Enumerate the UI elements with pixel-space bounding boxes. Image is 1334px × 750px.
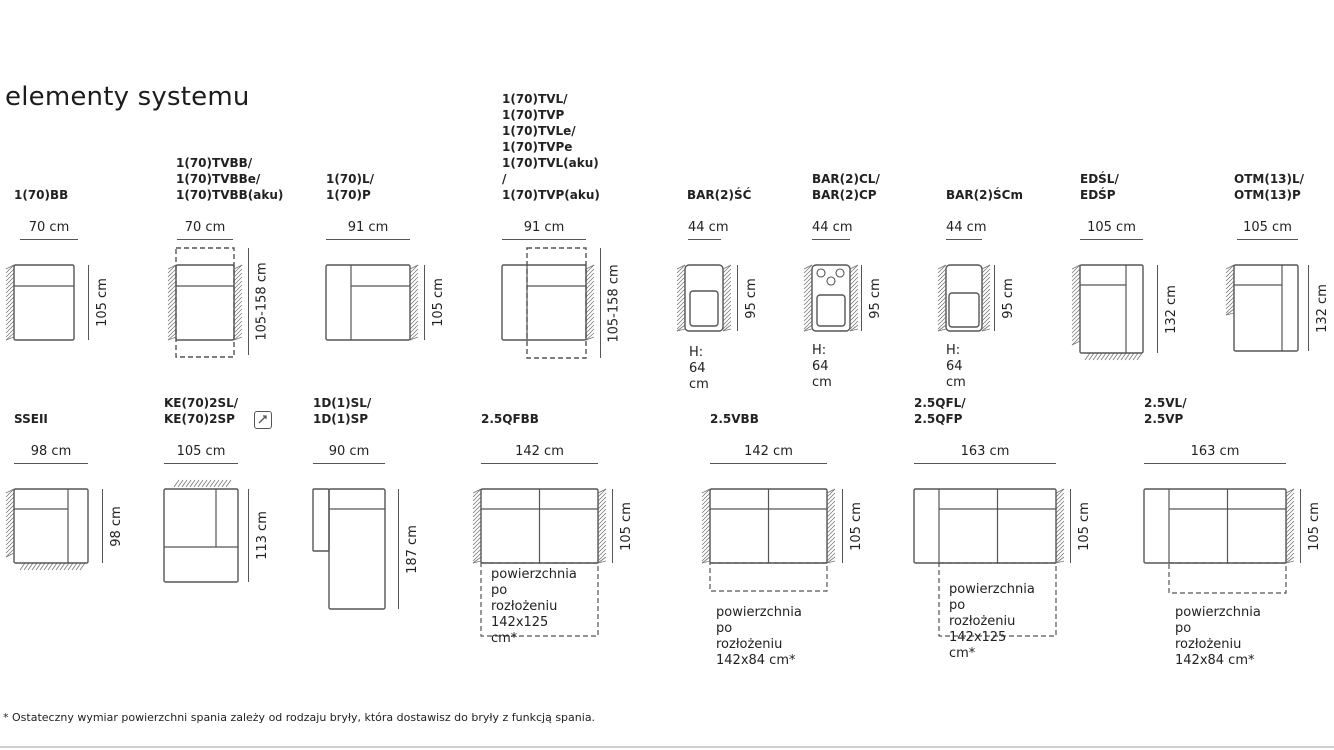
width-dimension: 105 cm: [1087, 220, 1136, 235]
width-dimension: 105 cm: [176, 444, 226, 459]
width-dimension-line: [710, 463, 827, 464]
floor-hatch: [1085, 353, 1142, 360]
wall-hatch: [410, 265, 418, 340]
height-dimension-text: 105-158 cm: [254, 262, 270, 341]
height-dimension-text: 95 cm: [1000, 277, 1016, 319]
bottom-divider: [0, 746, 1334, 748]
wall-hatch: [1072, 265, 1080, 345]
width-dimension-line: [1080, 239, 1143, 240]
height-dimension-text: 187 cm: [404, 524, 420, 574]
height-dimension-text: 95 cm: [743, 277, 759, 319]
height-dimension-text: 98 cm: [108, 505, 124, 547]
element-label: OTM(13)L/ OTM(13)P: [1234, 172, 1305, 202]
seat-outline: [14, 265, 74, 340]
bar-tray: [949, 293, 979, 327]
element-label: EDŚL/ EDŚP: [1080, 172, 1119, 202]
element-label: 2.5QFL/ 2.5QFP: [914, 396, 966, 426]
element-label: KE(70)2SL/ KE(70)2SP: [164, 396, 239, 426]
wall-hatch: [6, 265, 14, 340]
chaise-outline: [329, 489, 385, 609]
footnote: * Ostateczny wymiar powierzchni spania zależy od rodzaju bryły, która dostawisz do bryły z funkcją spania.: [3, 711, 596, 724]
wall-hatch: [598, 489, 606, 563]
width-dimension: 91 cm: [523, 220, 565, 235]
width-dimension: 70 cm: [28, 220, 70, 235]
bar-outline: [685, 265, 723, 331]
floor-hatch: [20, 563, 85, 570]
bar-height-note: H: 64 cm: [812, 343, 832, 390]
width-dimension: 163 cm: [1190, 444, 1240, 459]
height-dimension-text: 105 cm: [848, 501, 864, 551]
sofa-outline: [1144, 489, 1286, 563]
wall-hatch: [1056, 489, 1064, 563]
element-label: 2.5VL/ 2.5VP: [1144, 396, 1187, 426]
height-dimension-text: 105 cm: [1076, 501, 1092, 551]
seat-outline: [326, 265, 410, 340]
element-label: 2.5VBB: [710, 412, 759, 426]
width-dimension-line: [177, 239, 233, 240]
wall-hatch: [586, 265, 594, 340]
width-dimension: 91 cm: [347, 220, 389, 235]
wall-hatch: [677, 265, 685, 331]
height-dimension-text: 105 cm: [618, 501, 634, 551]
element-outline: [1214, 245, 1334, 445]
width-dimension-line: [946, 239, 982, 240]
wall-hatch: [702, 489, 710, 563]
unfolded-area-note: powierzchnia po rozłożeniu 142x125 cm*: [491, 567, 577, 646]
armrest-outline: [313, 489, 329, 551]
width-dimension: 142 cm: [744, 444, 793, 459]
recliner-function-icon: [254, 411, 272, 429]
height-dimension-text: 132 cm: [1314, 283, 1330, 333]
wall-hatch: [1226, 265, 1234, 315]
wall-hatch: [6, 489, 14, 557]
height-dimension-text: 105-158 cm: [606, 263, 622, 343]
element-label: SSEII: [14, 412, 48, 426]
seat-outline: [502, 265, 586, 340]
width-dimension-line: [688, 239, 721, 240]
width-dimension: 70 cm: [184, 220, 226, 235]
width-dimension: 98 cm: [30, 444, 72, 459]
wall-hatch: [723, 265, 731, 331]
seat-outline: [164, 489, 238, 582]
element-label: 1D(1)SL/ 1D(1)SP: [313, 396, 372, 426]
width-dimension-line: [20, 239, 78, 240]
unfolded-area-note: powierzchnia po rozłożeniu 142x84 cm*: [1175, 605, 1261, 668]
wall-hatch: [804, 265, 812, 331]
seat-outline: [14, 489, 88, 563]
wall-hatch: [850, 265, 858, 331]
page-title: elementy systemu: [5, 82, 250, 112]
width-dimension: 90 cm: [328, 444, 370, 459]
extension-outline: [1169, 563, 1286, 593]
cup-holder-icon: [827, 277, 835, 285]
width-dimension-line: [914, 463, 1056, 464]
width-dimension: 105 cm: [1243, 220, 1292, 235]
width-dimension-line: [14, 463, 88, 464]
element-label: 1(70)TVL/ 1(70)TVP 1(70)TVLe/ 1(70)TVPe 1(70)TVL(aku) / 1(70)TVP(aku): [502, 92, 600, 202]
seat-outline: [1234, 265, 1298, 351]
unfolded-area-note: powierzchnia po rozłożeniu 142x84 cm*: [716, 605, 802, 668]
height-dimension-text: 132 cm: [1163, 284, 1179, 334]
width-dimension: 44 cm: [688, 220, 729, 235]
bar-outline: [946, 265, 982, 331]
element-label: BAR(2)ŚCm: [946, 188, 1023, 202]
width-dimension-line: [481, 463, 598, 464]
width-dimension-line: [812, 239, 850, 240]
width-dimension-line: [326, 239, 410, 240]
cup-holder-icon: [836, 269, 844, 277]
width-dimension: 44 cm: [812, 220, 853, 235]
wall-hatch: [827, 489, 835, 563]
height-dimension-text: 113 cm: [254, 511, 270, 560]
seat-outline: [1080, 265, 1143, 353]
bar-tray: [690, 291, 718, 326]
wall-hatch: [1286, 489, 1294, 563]
bar-height-note: H: 64 cm: [689, 345, 709, 392]
wall-hatch: [982, 265, 990, 331]
element-label: 1(70)TVBB/ 1(70)TVBBe/ 1(70)TVBB(aku): [176, 156, 284, 202]
width-dimension-line: [1144, 463, 1286, 464]
width-dimension-line: [313, 463, 385, 464]
extension-outline: [710, 563, 827, 591]
width-dimension-line: [502, 239, 586, 240]
element-label: BAR(2)CL/ BAR(2)CP: [812, 172, 880, 202]
element-label: BAR(2)ŚĆ: [687, 188, 752, 202]
wall-hatch: [473, 489, 481, 563]
wall-hatch: [168, 265, 176, 340]
wall-hatch: [234, 265, 242, 340]
floor-hatch: [174, 480, 231, 487]
element-label: 2.5QFBB: [481, 412, 539, 426]
wall-hatch: [938, 265, 946, 331]
height-dimension-text: 95 cm: [867, 277, 883, 319]
unfolded-area-note: powierzchnia po rozłożeniu 142x125 cm*: [949, 582, 1035, 661]
width-dimension: 44 cm: [946, 220, 987, 235]
sofa-outline: [914, 489, 1056, 563]
height-dimension-text: 105 cm: [94, 278, 110, 327]
cup-holder-icon: [817, 269, 825, 277]
width-dimension-line: [164, 463, 238, 464]
bar-height-note: H: 64 cm: [946, 343, 966, 390]
seat-outline: [176, 265, 234, 340]
element-label: 1(70)L/ 1(70)P: [326, 172, 375, 202]
height-dimension-text: 105 cm: [1306, 501, 1322, 551]
bar-tray: [817, 295, 845, 326]
width-dimension: 142 cm: [515, 444, 564, 459]
width-dimension: 163 cm: [960, 444, 1010, 459]
width-dimension-line: [1237, 239, 1298, 240]
element-label: 1(70)BB: [14, 188, 69, 202]
height-dimension-text: 105 cm: [430, 278, 446, 327]
